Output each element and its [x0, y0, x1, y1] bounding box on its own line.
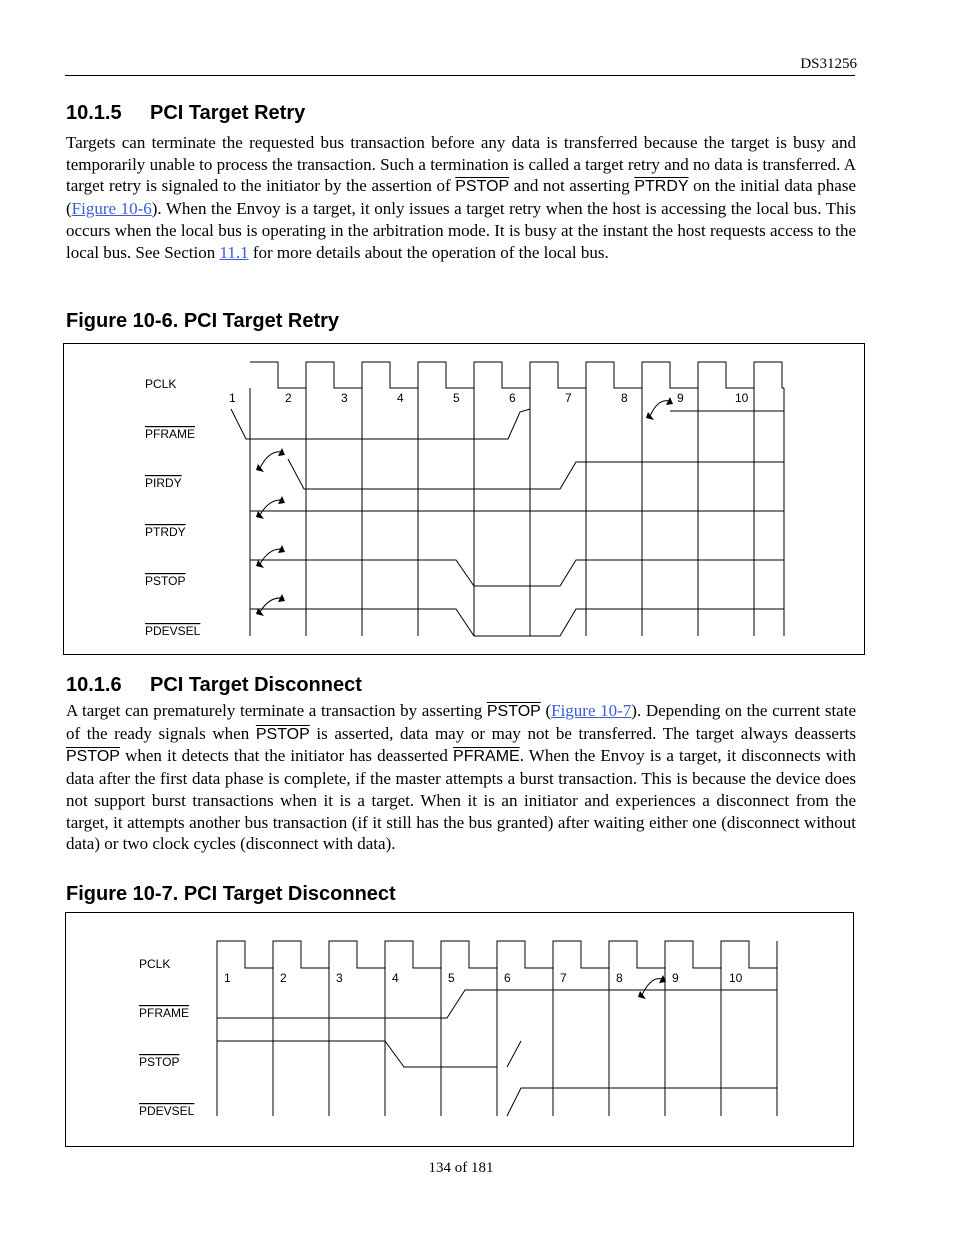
clock-number: 10: [729, 971, 743, 985]
clock-number: 9: [677, 391, 684, 405]
section-heading-target-disconnect: [66, 674, 362, 697]
text-run: (: [540, 701, 552, 720]
signal-label-pframe: PFRAME: [145, 427, 196, 441]
clock-number: 6: [509, 391, 516, 405]
section-title: PCI Target Disconnect: [150, 674, 362, 696]
figure-link[interactable]: Figure 10-6: [71, 199, 152, 219]
paragraph-target-retry: [66, 132, 856, 263]
clock-number: 7: [565, 391, 572, 405]
text-run: for more details about the operation of the local bus.: [248, 242, 609, 262]
clock-number: 1: [229, 391, 236, 405]
signal-name: PSTOP: [486, 703, 541, 720]
signal-label-pirdy: PIRDY: [145, 476, 182, 490]
section-link[interactable]: 11.1: [219, 242, 249, 262]
clock-number: 2: [280, 971, 287, 985]
text-run: Targets can terminate the requested bus transaction before any data is transferred because the target is busy and temporarily unable to process the transaction. Such a termination is called a target retry and no data is transferred. A target retry is signaled to the initiator by the assertion of: [66, 133, 856, 196]
text-run: and not asserting: [509, 176, 635, 196]
signal-label-pclk: PCLK: [145, 377, 177, 391]
page-number: 134 of 181: [428, 1160, 494, 1176]
clock-number: 3: [336, 971, 343, 985]
clock-number: 3: [341, 391, 348, 405]
text-run: A target can prematurely terminate a transaction by asserting: [66, 701, 487, 720]
figure-link[interactable]: Figure 10-7: [551, 701, 632, 720]
signal-label-pstop: PSTOP: [145, 574, 186, 588]
text-run: on the initial data phase (: [66, 176, 856, 219]
clock-number: 9: [672, 971, 679, 985]
clock-number: 10: [735, 391, 749, 405]
signal-label-pdevsel: PDEVSEL: [145, 624, 201, 638]
clock-number: 7: [560, 971, 567, 985]
clock-number: 6: [504, 971, 511, 985]
clock-number: 5: [453, 391, 460, 405]
section-number: 10.1.5: [66, 102, 122, 124]
signal-name: PSTOP: [66, 748, 120, 766]
signal-label-pdevsel: PDEVSEL: [139, 1104, 195, 1118]
text-run: ). Depending on the current state of the ready signals when: [66, 701, 857, 743]
text-run: when it detects that the initiator has deasserted: [119, 746, 454, 766]
header-rule: [65, 75, 855, 76]
signal-name: PTRDY: [634, 178, 689, 196]
clock-number: 2: [285, 391, 292, 405]
signal-label-pframe: PFRAME: [139, 1006, 190, 1020]
clock-number: 8: [621, 391, 628, 405]
signal-name: PSTOP: [255, 725, 310, 743]
clock-number: 4: [392, 971, 399, 985]
signal-label-ptrdy: PTRDY: [145, 525, 186, 539]
paragraph-target-disconnect: [66, 700, 856, 855]
document-id: DS31256: [800, 56, 857, 72]
signal-label-pstop: PSTOP: [139, 1055, 180, 1069]
section-title: PCI Target Retry: [150, 102, 306, 124]
figure-title: Figure 10-7. PCI Target Disconnect: [66, 883, 396, 905]
clock-number: 8: [616, 971, 623, 985]
section-heading-target-retry: [66, 102, 305, 125]
signal-name: PFRAME: [453, 748, 520, 766]
text-run: is asserted, data may or may not be transferred. The target always deasserts: [309, 723, 856, 743]
clock-number: 5: [448, 971, 455, 985]
section-number: 10.1.6: [66, 674, 122, 696]
clock-number: 4: [397, 391, 404, 405]
signal-name: PSTOP: [455, 178, 510, 196]
clock-number: 1: [224, 971, 231, 985]
signal-label-pclk: PCLK: [139, 957, 171, 971]
figure-title: Figure 10-6. PCI Target Retry: [66, 310, 340, 332]
timing-diagram-target-disconnect: [65, 912, 854, 1147]
timing-diagram-target-retry: [63, 343, 865, 655]
text-run: ). When the Envoy is a target, it only issues a target retry when the host is accessing the local bus. This occurs when the local bus is operating in the arbitration mode. It is busy at the instant the host requests access to the local bus. See Section: [66, 199, 856, 262]
text-run: . When the Envoy is a target, it disconnects with data after the first data phase is complete, if the master attempts a burst transaction. This is because the device does not support burst transactions when it is a target. When it is an initiator and experiences a disconnect from the target, it attempts another bus transaction (if it still has the bus granted) after waiting either one (disconnect without data) or two clock cycles (disconnect with data).: [66, 746, 856, 854]
